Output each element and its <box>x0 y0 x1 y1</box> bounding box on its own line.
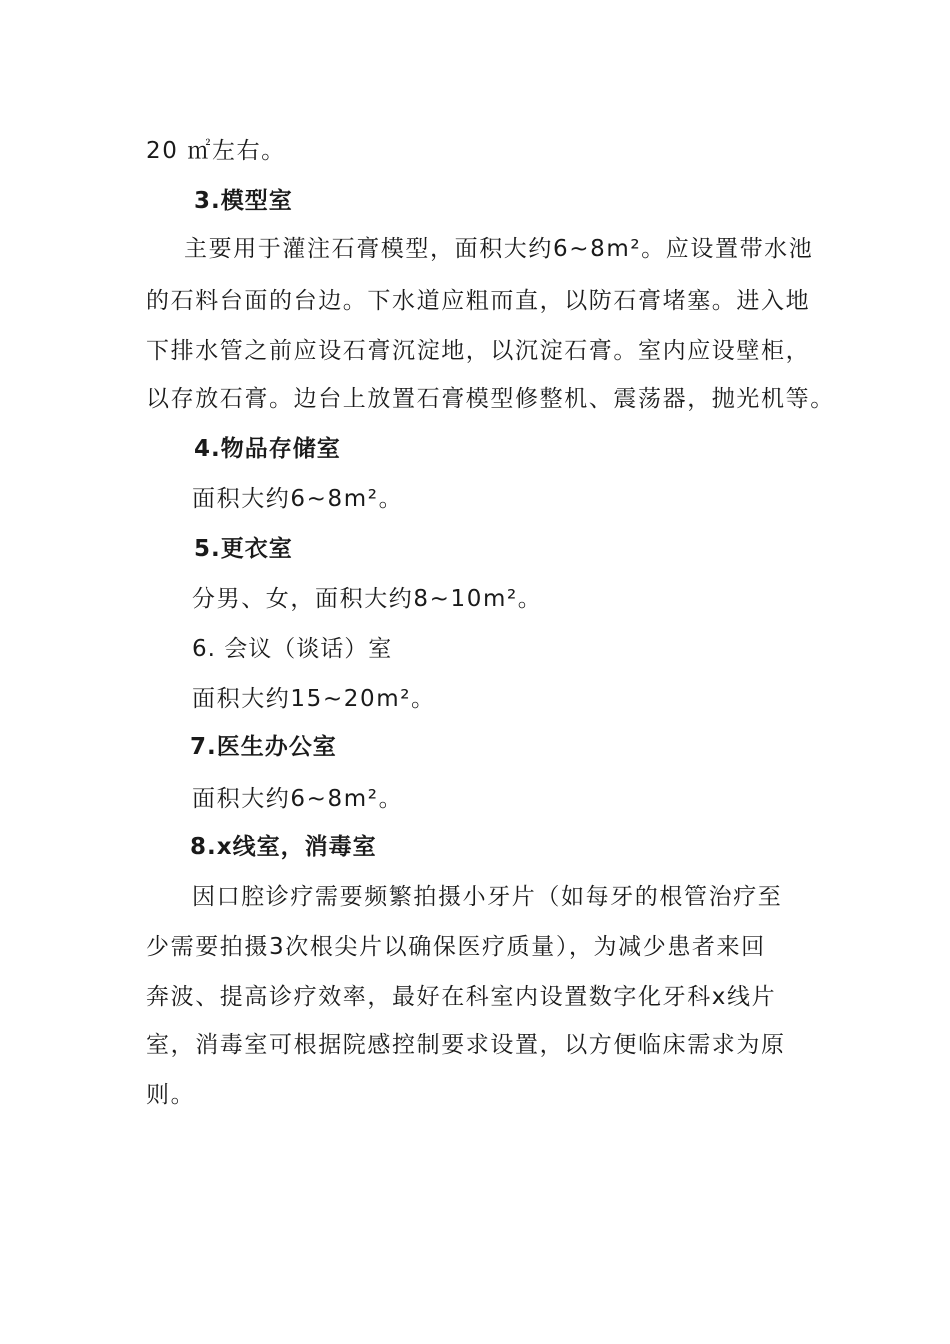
body-line: 奔波、提高诊疗效率，最好在科室内设置数字化牙科x线片 <box>146 984 777 1010</box>
body-line: 则。 <box>146 1082 196 1108</box>
section-heading-meeting-room: 6. 会议（谈话）室 <box>192 636 393 662</box>
body-line: 室，消毒室可根据院感控制要求设置，以方便临床需求为原 <box>146 1032 786 1058</box>
body-line: 面积大约6~8m²。 <box>192 786 404 812</box>
section-heading-locker-room: 5.更衣室 <box>194 536 293 562</box>
body-line: 下排水管之前应设石膏沉淀地，以沉淀石膏。室内应设壁柜， <box>146 338 811 364</box>
body-line: 少需要拍摄3次根尖片以确保医疗质量），为减少患者来回 <box>146 934 766 960</box>
body-line: 分男、女，面积大约8~10m²。 <box>192 586 543 612</box>
section-heading-storage-room: 4.物品存储室 <box>194 436 341 462</box>
continuation-text: 20 ㎡左右。 <box>146 138 286 164</box>
body-line: 主要用于灌注石膏模型，面积大约6~8m²。应设置带水池 <box>184 236 814 262</box>
section-heading-model-room: 3.模型室 <box>194 188 293 214</box>
body-line: 的石料台面的台边。下水道应粗而直，以防石膏堵塞。进入地 <box>146 288 811 314</box>
body-line: 以存放石膏。边台上放置石膏模型修整机、震荡器，抛光机等。 <box>146 386 835 412</box>
section-heading-doctor-office: 7.医生办公室 <box>190 734 337 760</box>
body-line: 面积大约15~20m²。 <box>192 686 436 712</box>
body-line: 面积大约6~8m²。 <box>192 486 404 512</box>
section-heading-xray-disinfection-room: 8.x线室，消毒室 <box>190 834 377 860</box>
body-line: 因口腔诊疗需要频繁拍摄小牙片（如每牙的根管治疗至 <box>192 884 783 910</box>
